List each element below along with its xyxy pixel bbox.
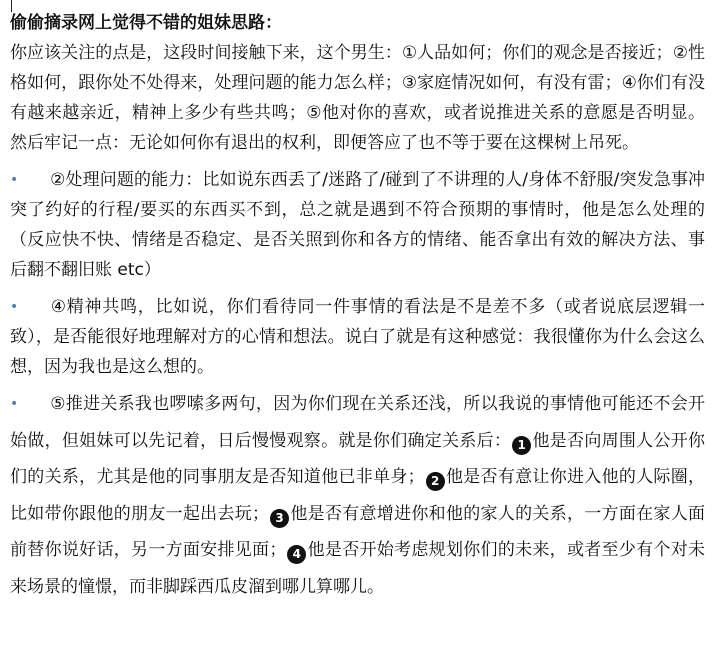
bullet-marker: •	[10, 396, 19, 412]
list-item-text: 他是否开始考虑规划你们的未来，或者至少有个对未来场景的憧憬，而非脚踩西瓜皮溜到哪儿算哪儿。	[10, 540, 706, 597]
list-item-text: ④精神共鸣，比如说，你们看待同一件事情的看法是不是差不多（或者说底层逻辑一致），是否能很好地理解对方的心情和想法。说白了就是有这种感觉：我很懂你为什么会这么想，因为我也是这么想的。	[10, 297, 705, 377]
list-item-text: 他是否向周围人公开你们的关系，尤其是他的同事朋友是否知道他已非单身；	[10, 430, 706, 487]
list-item-problem-solving	[10, 165, 705, 285]
list-item-text: 他是否有意增进你和他的家人的关系，一方面在家人面前替你说好话，另一方面安排见面；	[10, 503, 706, 560]
text-cursor	[11, 0, 12, 12]
bullet-marker: •	[10, 172, 19, 188]
intro-paragraph: 你应该关注的点是，这段时间接触下来，这个男生：①人品如何；你们的观念是否接近；②性格如何，跟你处不处得来，处理问题的能力怎么样；③家庭情况如何，有没有雷；④你们有没有越来越亲近，精神上多少有些共鸣；⑤他对你的喜欢，或者说推进关系的意愿是否明显。然后牢记一点：无论如何你有退出的权利，即便答应了也不等于要在这棵树上吊死。	[10, 43, 705, 153]
list-item-relationship-progress	[10, 386, 705, 605]
number-badge-1: 1	[512, 436, 531, 455]
number-badge-2: 2	[426, 472, 445, 491]
list-item-spiritual-resonance	[10, 292, 705, 382]
list-item-text: ⑤推进关系我也啰嗦多两句，因为你们现在关系还浅，所以我说的事情他可能还不会开始做，但姐妹可以先记着，日后慢慢观察。就是你们确定关系后：	[10, 394, 705, 451]
list-item-text: ②处理问题的能力：比如说东西丢了/迷路了/碰到了不讲理的人/身体不舒服/突发急事冲突了约好的行程/要买的东西买不到，总之就是遇到不符合预期的事情时，他是怎么处理的（反应快不快、情绪是否稳定、是否关照到你和各方的情绪、能否拿出有效的解决方法、事后翻不翻旧账 etc）	[10, 170, 705, 280]
bullet-marker: •	[10, 299, 19, 315]
post-title: 偷偷摘录网上觉得不错的姐妹思路：	[10, 13, 282, 33]
number-badge-4: 4	[287, 545, 306, 564]
number-badge-3: 3	[270, 509, 289, 528]
list-item-text: 他是否有意让你进入他的人际圈，比如带你跟他的朋友一起出去玩；	[10, 467, 706, 524]
